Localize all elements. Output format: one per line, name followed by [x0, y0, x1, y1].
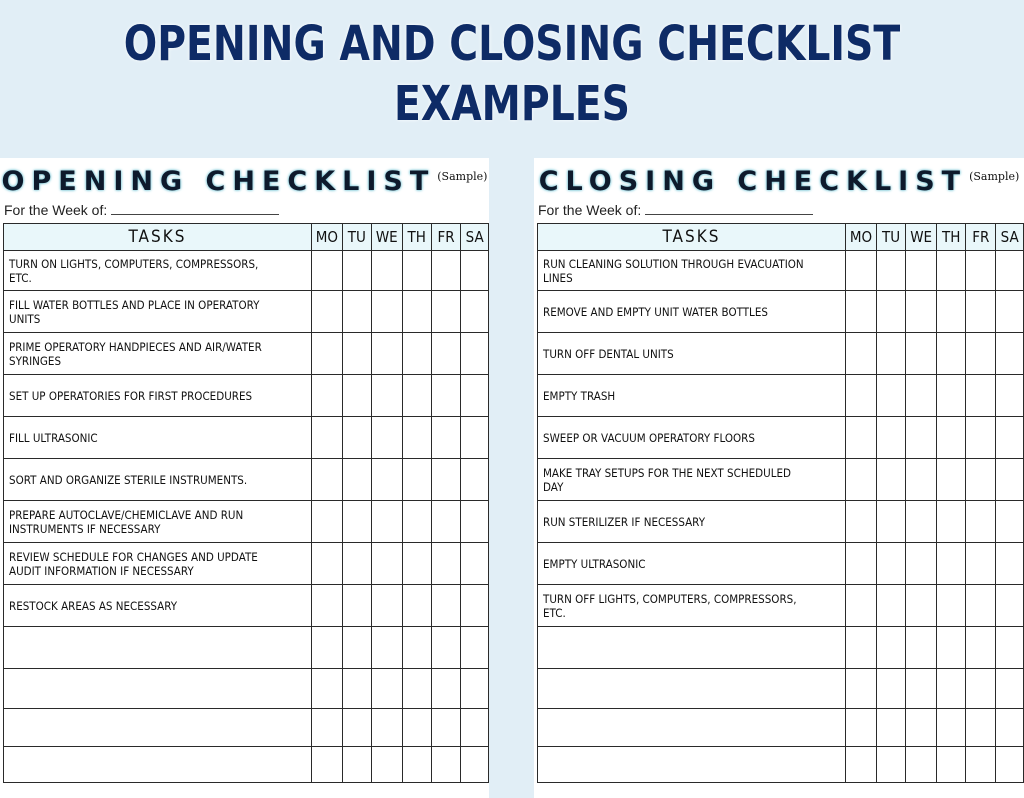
closing-check-cell[interactable]	[937, 459, 966, 501]
opening-check-cell[interactable]	[402, 585, 431, 627]
closing-task-label: EMPTY TRASH	[543, 388, 616, 403]
table-row	[538, 501, 1024, 543]
closing-check-cell[interactable]	[906, 333, 937, 375]
closing-task-cell	[538, 543, 846, 585]
table-row	[538, 627, 1024, 669]
opening-task-cell	[4, 543, 312, 585]
closing-check-cell[interactable]	[937, 291, 966, 333]
closing-check-cell[interactable]	[937, 627, 966, 669]
closing-task-cell	[538, 747, 846, 783]
closing-check-cell[interactable]	[996, 375, 1024, 417]
opening-check-cell[interactable]	[342, 585, 371, 627]
closing-task-cell	[538, 333, 846, 375]
opening-check-cell[interactable]	[402, 709, 431, 747]
closing-check-cell[interactable]	[906, 585, 937, 627]
opening-check-cell[interactable]	[461, 709, 489, 747]
opening-check-cell[interactable]	[402, 459, 431, 501]
closing-task-label: MAKE TRAY SETUPS FOR THE NEXT SCHEDULED DAY	[543, 465, 791, 494]
table-row	[538, 709, 1024, 747]
opening-task-cell	[4, 459, 312, 501]
closing-task-label: TURN OFF LIGHTS, COMPUTERS, COMPRESSORS, ETC.	[543, 591, 797, 620]
closing-task-label: RUN STERILIZER IF NECESSARY	[543, 514, 706, 529]
table-row	[4, 501, 489, 543]
opening-check-cell[interactable]	[461, 459, 489, 501]
opening-check-cell[interactable]	[342, 459, 371, 501]
opening-check-cell[interactable]	[371, 417, 402, 459]
opening-check-cell[interactable]	[461, 375, 489, 417]
opening-check-cell[interactable]	[371, 585, 402, 627]
closing-check-cell[interactable]	[996, 669, 1024, 709]
opening-check-cell[interactable]	[312, 291, 343, 333]
table-row	[4, 543, 489, 585]
opening-check-cell[interactable]	[431, 627, 461, 669]
opening-check-cell[interactable]	[371, 501, 402, 543]
opening-check-cell[interactable]	[342, 627, 371, 669]
closing-check-cell[interactable]	[906, 251, 937, 291]
closing-check-cell[interactable]	[846, 627, 877, 669]
opening-check-cell[interactable]	[312, 375, 343, 417]
closing-check-cell[interactable]	[906, 709, 937, 747]
closing-check-cell[interactable]	[846, 291, 877, 333]
table-row	[4, 747, 489, 783]
closing-check-cell[interactable]	[966, 627, 996, 669]
opening-check-cell[interactable]	[402, 375, 431, 417]
opening-task-label: SET UP OPERATORIES FOR FIRST PROCEDURES	[9, 388, 253, 403]
closing-check-cell[interactable]	[937, 333, 966, 375]
opening-task-label: FILL ULTRASONIC	[9, 430, 98, 445]
opening-checklist-heading	[0, 166, 489, 206]
closing-checklist-sheet	[534, 158, 1024, 798]
opening-check-cell[interactable]	[371, 459, 402, 501]
opening-task-cell	[4, 375, 312, 417]
closing-check-cell[interactable]	[876, 459, 905, 501]
closing-check-cell[interactable]	[996, 709, 1024, 747]
opening-task-cell	[4, 627, 312, 669]
opening-check-cell[interactable]	[402, 543, 431, 585]
opening-checklist-table	[3, 223, 489, 783]
opening-check-cell[interactable]	[431, 585, 461, 627]
closing-check-cell[interactable]	[937, 747, 966, 783]
opening-check-cell[interactable]	[371, 669, 402, 709]
opening-check-cell[interactable]	[402, 291, 431, 333]
opening-task-label: SORT AND ORGANIZE STERILE INSTRUMENTS.	[9, 472, 248, 487]
opening-task-cell	[4, 709, 312, 747]
closing-check-cell[interactable]	[966, 543, 996, 585]
closing-check-cell[interactable]	[846, 709, 877, 747]
opening-check-cell[interactable]	[342, 291, 371, 333]
closing-check-cell[interactable]	[906, 417, 937, 459]
closing-day-header: MO	[846, 224, 877, 251]
opening-check-cell[interactable]	[461, 585, 489, 627]
closing-tasks-header: TASKS	[538, 224, 846, 251]
opening-check-cell[interactable]	[342, 709, 371, 747]
closing-check-cell[interactable]	[846, 375, 877, 417]
opening-check-cell[interactable]	[461, 627, 489, 669]
opening-check-cell[interactable]	[342, 501, 371, 543]
closing-task-label: SWEEP OR VACUUM OPERATORY FLOORS	[543, 430, 755, 445]
closing-task-label: TURN OFF DENTAL UNITS	[543, 346, 674, 361]
opening-check-cell[interactable]	[371, 375, 402, 417]
opening-task-label: RESTOCK AREAS AS NECESSARY	[9, 598, 178, 613]
closing-check-cell[interactable]	[876, 585, 905, 627]
opening-check-cell[interactable]	[461, 333, 489, 375]
opening-check-cell[interactable]	[312, 709, 343, 747]
opening-check-cell[interactable]	[402, 669, 431, 709]
closing-check-cell[interactable]	[876, 291, 905, 333]
closing-check-cell[interactable]	[937, 251, 966, 291]
closing-check-cell[interactable]	[996, 459, 1024, 501]
opening-check-cell[interactable]	[312, 627, 343, 669]
closing-day-header: TH	[937, 224, 966, 251]
closing-check-cell[interactable]	[996, 291, 1024, 333]
opening-check-cell[interactable]	[371, 251, 402, 291]
closing-check-cell[interactable]	[966, 333, 996, 375]
opening-week-label: For the Week of:	[4, 202, 108, 218]
page-title-line1: OPENING AND CLOSING CHECKLIST	[123, 16, 901, 72]
closing-check-cell[interactable]	[846, 251, 877, 291]
closing-checklist-heading	[534, 166, 1024, 206]
closing-check-cell[interactable]	[937, 375, 966, 417]
opening-check-cell[interactable]	[461, 501, 489, 543]
closing-check-cell[interactable]	[876, 709, 905, 747]
closing-check-cell[interactable]	[996, 543, 1024, 585]
opening-check-cell[interactable]	[431, 543, 461, 585]
closing-check-cell[interactable]	[937, 501, 966, 543]
closing-table-header-row	[538, 224, 1024, 251]
opening-check-cell[interactable]	[431, 709, 461, 747]
opening-day-header: MO	[312, 224, 343, 251]
table-row	[4, 251, 489, 291]
opening-day-header: TU	[342, 224, 371, 251]
opening-check-cell[interactable]	[342, 669, 371, 709]
opening-task-cell	[4, 251, 312, 291]
table-row	[4, 585, 489, 627]
closing-task-label: EMPTY ULTRASONIC	[543, 556, 646, 571]
closing-task-cell	[538, 501, 846, 543]
opening-check-cell[interactable]	[342, 333, 371, 375]
opening-check-cell[interactable]	[431, 291, 461, 333]
opening-tasks-header: TASKS	[4, 224, 312, 251]
closing-check-cell[interactable]	[966, 585, 996, 627]
closing-check-cell[interactable]	[996, 627, 1024, 669]
table-row	[4, 459, 489, 501]
closing-check-cell[interactable]	[846, 333, 877, 375]
opening-check-cell[interactable]	[431, 375, 461, 417]
closing-task-cell	[538, 251, 846, 291]
closing-day-header: TU	[876, 224, 905, 251]
opening-heading-text: OPENING CHECKLIST	[1, 166, 436, 197]
closing-check-cell[interactable]	[996, 333, 1024, 375]
opening-task-cell	[4, 333, 312, 375]
closing-day-header: WE	[906, 224, 937, 251]
closing-check-cell[interactable]	[906, 459, 937, 501]
closing-check-cell[interactable]	[846, 543, 877, 585]
closing-check-cell[interactable]	[966, 417, 996, 459]
closing-task-cell	[538, 417, 846, 459]
page-title	[92, 14, 932, 134]
opening-week-field	[4, 202, 279, 218]
closing-task-cell	[538, 669, 846, 709]
closing-check-cell[interactable]	[966, 375, 996, 417]
opening-check-cell[interactable]	[312, 333, 343, 375]
opening-task-cell	[4, 747, 312, 783]
closing-check-cell[interactable]	[966, 251, 996, 291]
opening-check-cell[interactable]	[371, 333, 402, 375]
opening-check-cell[interactable]	[342, 747, 371, 783]
table-row	[538, 747, 1024, 783]
opening-task-cell	[4, 669, 312, 709]
table-row	[4, 291, 489, 333]
closing-task-cell	[538, 375, 846, 417]
opening-check-cell[interactable]	[402, 501, 431, 543]
opening-task-label: TURN ON LIGHTS, COMPUTERS, COMPRESSORS, ETC.	[9, 256, 259, 285]
table-row	[4, 669, 489, 709]
closing-task-cell	[538, 291, 846, 333]
opening-table-header-row	[4, 224, 489, 251]
opening-check-cell[interactable]	[342, 375, 371, 417]
opening-task-label: PRIME OPERATORY HANDPIECES AND AIR/WATER SYRINGES	[9, 339, 262, 368]
table-row	[538, 669, 1024, 709]
closing-week-label: For the Week of:	[538, 202, 642, 218]
table-row	[538, 543, 1024, 585]
closing-check-cell[interactable]	[996, 747, 1024, 783]
opening-check-cell[interactable]	[461, 417, 489, 459]
table-row	[538, 251, 1024, 291]
closing-heading-text: CLOSING CHECKLIST	[538, 166, 968, 197]
opening-check-cell[interactable]	[371, 709, 402, 747]
table-row	[4, 627, 489, 669]
closing-check-cell[interactable]	[876, 747, 905, 783]
table-row	[538, 417, 1024, 459]
opening-check-cell[interactable]	[371, 291, 402, 333]
opening-day-header: TH	[402, 224, 431, 251]
closing-check-cell[interactable]	[906, 375, 937, 417]
opening-check-cell[interactable]	[312, 501, 343, 543]
closing-check-cell[interactable]	[966, 669, 996, 709]
opening-day-header: FR	[431, 224, 461, 251]
closing-check-cell[interactable]	[906, 501, 937, 543]
closing-check-cell[interactable]	[966, 747, 996, 783]
table-row	[4, 333, 489, 375]
closing-check-cell[interactable]	[846, 669, 877, 709]
table-row	[538, 375, 1024, 417]
closing-check-cell[interactable]	[906, 291, 937, 333]
opening-check-cell[interactable]	[402, 747, 431, 783]
opening-check-cell[interactable]	[431, 251, 461, 291]
opening-check-cell[interactable]	[431, 333, 461, 375]
closing-check-cell[interactable]	[966, 291, 996, 333]
opening-check-cell[interactable]	[402, 333, 431, 375]
opening-check-cell[interactable]	[312, 459, 343, 501]
closing-check-cell[interactable]	[937, 585, 966, 627]
opening-checklist-sheet	[0, 158, 489, 798]
closing-week-field	[538, 202, 813, 218]
opening-check-cell[interactable]	[431, 669, 461, 709]
closing-checklist-table	[537, 223, 1024, 783]
opening-check-cell[interactable]	[342, 251, 371, 291]
closing-day-header: FR	[966, 224, 996, 251]
closing-check-cell[interactable]	[846, 501, 877, 543]
closing-task-label: RUN CLEANING SOLUTION THROUGH EVACUATION LINES	[543, 256, 804, 285]
opening-week-input-line[interactable]	[111, 202, 279, 215]
opening-task-cell	[4, 417, 312, 459]
opening-check-cell[interactable]	[431, 417, 461, 459]
closing-check-cell[interactable]	[846, 585, 877, 627]
opening-check-cell[interactable]	[371, 543, 402, 585]
opening-day-header: WE	[371, 224, 402, 251]
table-row	[4, 709, 489, 747]
opening-check-cell[interactable]	[461, 251, 489, 291]
closing-task-cell	[538, 459, 846, 501]
opening-check-cell[interactable]	[312, 747, 343, 783]
opening-check-cell[interactable]	[402, 627, 431, 669]
opening-task-label: PREPARE AUTOCLAVE/CHEMICLAVE AND RUN INSTRUMENTS IF NECESSARY	[9, 507, 244, 536]
closing-check-cell[interactable]	[996, 501, 1024, 543]
closing-check-cell[interactable]	[996, 417, 1024, 459]
closing-day-header: SA	[996, 224, 1024, 251]
opening-check-cell[interactable]	[431, 747, 461, 783]
closing-check-cell[interactable]	[966, 501, 996, 543]
opening-check-cell[interactable]	[371, 627, 402, 669]
table-row	[538, 291, 1024, 333]
table-row	[538, 459, 1024, 501]
closing-check-cell[interactable]	[937, 543, 966, 585]
closing-check-cell[interactable]	[846, 417, 877, 459]
opening-sample-label: (Sample)	[437, 170, 488, 183]
opening-task-label: REVIEW SCHEDULE FOR CHANGES AND UPDATE AUDIT INFORMATION IF NECESSARY	[9, 549, 258, 578]
opening-check-cell[interactable]	[371, 747, 402, 783]
closing-check-cell[interactable]	[937, 709, 966, 747]
closing-task-cell	[538, 709, 846, 747]
table-row	[538, 333, 1024, 375]
closing-check-cell[interactable]	[846, 747, 877, 783]
closing-task-cell	[538, 585, 846, 627]
opening-check-cell[interactable]	[431, 459, 461, 501]
closing-check-cell[interactable]	[966, 459, 996, 501]
closing-check-cell[interactable]	[937, 669, 966, 709]
table-row	[4, 417, 489, 459]
closing-check-cell[interactable]	[906, 543, 937, 585]
closing-check-cell[interactable]	[906, 669, 937, 709]
closing-check-cell[interactable]	[996, 251, 1024, 291]
closing-check-cell[interactable]	[937, 417, 966, 459]
closing-check-cell[interactable]	[996, 585, 1024, 627]
opening-day-header: SA	[461, 224, 489, 251]
opening-check-cell[interactable]	[342, 543, 371, 585]
closing-task-cell	[538, 627, 846, 669]
closing-check-cell[interactable]	[876, 375, 905, 417]
closing-check-cell[interactable]	[876, 627, 905, 669]
closing-check-cell[interactable]	[876, 501, 905, 543]
opening-check-cell[interactable]	[312, 669, 343, 709]
closing-check-cell[interactable]	[876, 417, 905, 459]
closing-check-cell[interactable]	[876, 669, 905, 709]
closing-check-cell[interactable]	[876, 543, 905, 585]
opening-task-label: FILL WATER BOTTLES AND PLACE IN OPERATORY UNITS	[9, 297, 260, 326]
opening-check-cell[interactable]	[402, 417, 431, 459]
opening-check-cell[interactable]	[461, 669, 489, 709]
opening-check-cell[interactable]	[312, 417, 343, 459]
closing-check-cell[interactable]	[966, 709, 996, 747]
closing-check-cell[interactable]	[906, 747, 937, 783]
opening-check-cell[interactable]	[312, 543, 343, 585]
opening-check-cell[interactable]	[461, 291, 489, 333]
table-row	[4, 375, 489, 417]
closing-check-cell[interactable]	[876, 333, 905, 375]
closing-check-cell[interactable]	[846, 459, 877, 501]
opening-task-cell	[4, 501, 312, 543]
opening-check-cell[interactable]	[402, 251, 431, 291]
closing-check-cell[interactable]	[876, 251, 905, 291]
opening-task-cell	[4, 585, 312, 627]
opening-check-cell[interactable]	[461, 747, 489, 783]
opening-check-cell[interactable]	[312, 251, 343, 291]
closing-check-cell[interactable]	[906, 627, 937, 669]
closing-task-label: REMOVE AND EMPTY UNIT WATER BOTTLES	[543, 304, 768, 319]
closing-week-input-line[interactable]	[645, 202, 813, 215]
opening-check-cell[interactable]	[461, 543, 489, 585]
opening-task-cell	[4, 291, 312, 333]
page-title-line2: EXAMPLES	[393, 76, 631, 132]
closing-sample-label: (Sample)	[969, 170, 1020, 183]
opening-check-cell[interactable]	[431, 501, 461, 543]
table-row	[538, 585, 1024, 627]
opening-check-cell[interactable]	[342, 417, 371, 459]
opening-check-cell[interactable]	[312, 585, 343, 627]
